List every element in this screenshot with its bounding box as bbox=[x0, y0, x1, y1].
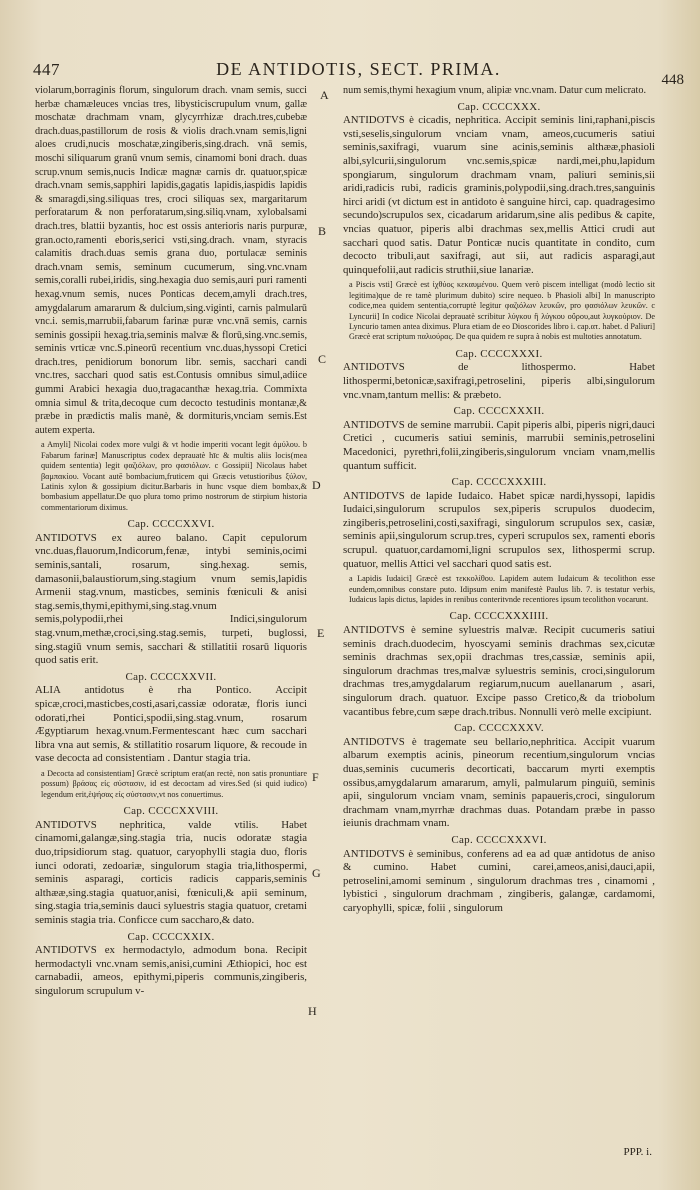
text-paragraph: ANTIDOTVS nephritica, valde vtilis. Habet cinamomi,galangæ,sing.stagia tria, nucis odoratæ stagia duo,tripsidiorum stag. quatuor, caryophylli stagia duo, floris iunci odorati, zedoariæ, singulorum stagia tria,lithospermi, seminis asparagi, corticis radicis capparis,seminis althææ,sing.stagia quatuor,anisi, fœniculi,& apii seminum, sing.stagia tria,seminis dauci syluestris stagia quatuor, cretami seminis stagia tria. Conficce cum saccharo,& dato. bbox=[35, 818, 307, 926]
left-column bbox=[35, 84, 307, 1001]
margin-letter-b: B bbox=[318, 224, 327, 238]
page-header bbox=[33, 59, 684, 88]
text-paragraph: ANTIDOTVS ex aureo balano. Capit cepulorum vnc.duas,flauorum,Indicorum,fenæ, intybi seminis,ocimi seminis,santali, rosarum, sing.hexag. semis, damasonii,balaustiorum,sing.stagium vnum semis,lapidis Armenii stag.vnum, masticbes, seminis fœniculi & anisi stag.semis,thymi,epithymi,sing.stag.vnum semis,polypodii,rhei Indici,singulorum stag.vnum,methæ,croci,sing.stag.semis, turpeti, buglossi, sing.stagiū vnum semis, sacchari & stillatitii rosarū liquoris quod satis erit. bbox=[35, 531, 307, 667]
margin-letter-g: G bbox=[312, 866, 321, 880]
chapter-heading: Cap. CCCCXXXI. bbox=[455, 347, 543, 360]
annotation-note: a Decocta ad consistentiam] Græcè scriptum erat(an rectè, non satis pronuntiare possum) βράσας εἰς σύστασιν, id est decoctam ad vires.Sed (si quid iudico) legendum erit,ἑψήσας εἰς σύστασιν,vt nos conuertimus. bbox=[41, 768, 307, 799]
chapter-heading: Cap. CCCCXXVIII. bbox=[123, 805, 219, 818]
signature-mark: PPP. i. bbox=[623, 1146, 652, 1158]
chapter-heading: Cap. CCCCXXXVI. bbox=[451, 833, 547, 846]
text-paragraph: violarum,borraginis florum, singulorum drach. vnam semis, succi herbæ chamæleuces vncias tres, libysticiscrupulum vnum, gallæ moschatæ drachmam vnam, glycyrrhizæ drach.tres,cubebæ drach.duas,pastillorum de rosis & violis drach.vnam semis,ligni aloes crudi,nucis moschatæ,zingiberis,sing.drach. vnā semis, moschi siliquarum granū vnum semis, cinamomi boni drach. duas scrup.vnum semis,nucis Indicæ magnæ carnis dr. quatuor,spicæ drach.vnam semis,sapphiri lapidis,gagatis lapidis,iaspidis lapidis & smaragdi,sing.siliquas tres, croci siliquas sex, margaritarum perforatarum & non perforatarum,sing.siliq.vnam, xylobalsami drach.tres, blattii byzantis, hoc est ossis anterioris naris purpuræ, gran.octo,ramenti eboris,serici vsti,sing.drach. vnam, styracis calamitis drach.duas semis grana duo, portulacæ seminis drach.vnam semis, seminum cucumerum, sing.vnc.vnam semis,coralli rubei,iridis, sing.hexagia duo semis,auri puri ramenti hexag.vnum semis, nuces Ponticas decem,amyli drach.tres, amygdalarum amararum & dulcium,sing.viginti, carnis palmularū vnc.i. semis,marrubii,fabarum farinæ puræ vnc.vnā semis, carnis seminis gossipii hexag.tria,seminis malvæ & florū,sing.vnc.semis, seminis vrticæ vnc.S.pineorū recentium vnc.duas,hyssopi Cretici drach.tres, penidiorum bonorum libr. semis, sacchari candi vnc.tres, sacchari quod satis est.Contusis omnibus simul,adiice gummi Arabici hexagia duo,tragacanthæ hexag.tria. Commixta omnia simul & trita,decoque cum decocto testudinis montanæ,& præbe in prædictis malis manè, & dormituris,vnciam semis.Est autem experta. bbox=[35, 85, 307, 436]
text-paragraph: ANTIDOTVS de semine marrubii. Capit piperis albi, piperis nigri,dauci Cretici , cucumeris satiui seminis, marrubii seminis,petroselini Macedonici, pyrethri,folii,zingiberis,singulorum vnciam vnam,mellis quantum sufficit. bbox=[343, 418, 655, 472]
margin-letter-e: E bbox=[317, 626, 325, 640]
chapter-heading: Cap. CCCCXXXIII. bbox=[451, 476, 547, 489]
chapter-heading: Cap. CCCCXXVI. bbox=[127, 518, 215, 531]
annotation-note: a Amyli] Nicolai codex more vulgi & vt hodie imperiti vocant legit ἀμύλου. b Fabarum farinæ] Manuscriptus codex deprauatè hīc & multis aliis locis(mea quidem sententia) legit φαζιόλων, pro φασιόλων. c Gossipii] Nicolaus habet βαμπακίου. Vocant autē bombacium,fruticem qui Græcis vetustioribus ξύλον, Latinis xylon & gossipium dicitur.Barbaris in hunc vsque diem bombax,& bombasium appellatur.De quo plura tomo primo nostrorum de stirpium historia commentariorum diximus. bbox=[41, 440, 307, 512]
text-paragraph: num semis,thymi hexagium vnum, alipiæ vnc.vnam. Datur cum melicrato. bbox=[343, 85, 647, 96]
text-paragraph: ANTIDOTVS de lapide Iudaico. Habet spicæ nardi,hyssopi, lapidis Iudaici,singulorum scrupulos sex,piperis scrupulos duodecim, zingiberis,petroselini,costi,saxifragi, singulorum scrupulos sex, casiæ, seminis apii,singulorum scrup.tres, cyperi scrupulos sex, ramenti eboris scrupul. quatuor,cardamomi,ligni scrupulos sex, lithospermi scrup. quatuor, mellis Attici vel sacchari quod satis est. bbox=[343, 489, 655, 570]
page-number-left: 447 bbox=[33, 60, 60, 79]
margin-letter-d: D bbox=[312, 478, 321, 492]
page-number-right: 448 bbox=[661, 72, 684, 88]
chapter-heading: Cap. CCCCXXXV. bbox=[454, 722, 544, 735]
text-paragraph: ANTIDOTVS de lithospermo. Habet lithospermi,betonicæ,saxifragi,petroselini, piperis albi,singulorum vnc.vnam,tantum mellis: & præbeto. bbox=[343, 361, 655, 401]
text-paragraph: ANTIDOTVS è seminibus, conferens ad ea ad quæ antidotus de aniso & cumino. Habet cumini, carei,ameos,anisi,dauci,apii, petroselini,amomi seminum , singulorum drachmas tres , cinamomi , lybistici , singulorum drachmam , zingiberis, galangæ, cardamomi, caryophylli, spicæ, folii , singulorum bbox=[343, 847, 655, 914]
chapter-heading: Cap. CCCCXXXII. bbox=[453, 405, 545, 418]
chapter-heading: Cap. CCCCXXX. bbox=[457, 100, 541, 113]
chapter-heading: Cap. CCCCXXVII. bbox=[125, 670, 217, 683]
running-title: DE ANTIDOTIS, SECT. PRIMA. bbox=[216, 59, 501, 79]
text-paragraph: ANTIDOTVS è semine syluestris malvæ. Recipit cucumeris satiui seminis drach.duodecim, hyoscyami seminis drachmas sex,cicutæ seminis drachmas sex,opii drachmas tres,cassiæ, seminis apii, singulorum drachmas tres,malvæ syluestris seminis, croci,singulorum drachmas tres,amygdalarum regiarum,nucum auellanarum , asari, singulorum drach. quatuor. Excipe passo Cretico,& da triobolum vacantibus febre,cum sæpe drach.tribus. Nonnulli verò melle excipiunt. bbox=[343, 624, 655, 718]
text-paragraph: ANTIDOTVS è tragemate seu bellario,nephritica. Accipit vuarum albarum exemptis acinis, pineorum recentium,singulorum vncias duas,seminis cucumeris decorticati, baccarum myrti exemptis ossibus,amygdalarum amararum, amyli, palmularum pinguiū, seminis apii, singulorum vnciam vnam, seminis papaueris,croci, singulorum drachmam vnam,myrrhæ drachmas duas. Potandam præbe in passo ieiunis drachmam vnam. bbox=[343, 735, 655, 830]
text-paragraph: ANTIDOTVS ex hermodactylo, admodum bona. Recipit hermodactyli vnc.vnam semis,anisi,cumini Æthiopici, hoc est carnabadii, ameos, epithymi,piperis communis,zingiberis, singulorum scrupulum v- bbox=[35, 944, 307, 997]
text-paragraph: ALIA antidotus è rha Pontico. Accipit spicæ,croci,masticbes,costi,asari,cassiæ odoratæ, floris iunci odorati,rhei Pontici,spodii,sing.stag.vnum, rosarum Ægyptiarum hexag.vnum.Fermentescant hæc cum sacchari libra vna aut semis, & stillatitio rosarum liquore, & recoude in vase decocta ad consistentiam . Dantur stagia tria. bbox=[35, 684, 307, 765]
chapter-heading: Cap. CCCCXXXIIII. bbox=[449, 610, 549, 623]
margin-letter-h: H bbox=[308, 1004, 317, 1018]
chapter-heading: Cap. CCCCXXIX. bbox=[127, 930, 215, 943]
margin-letter-f: F bbox=[312, 770, 319, 784]
right-column bbox=[343, 84, 655, 918]
annotation-note: a Lapidis Iudaici] Græcè est τεκκολίθου. Lapidem autem Iudaicum & tecolithon esse eundem,omnibus constare puto. Idipsum enim manifestè Paulus lib. 7. is testatur verbis, Iudaicus lapis dictus, lapides in renibus conteritvnde recentiores ipsum tecolithon vocarunt. bbox=[349, 574, 655, 605]
margin-letter-c: C bbox=[318, 352, 327, 366]
text-paragraph: ANTIDOTVS è cicadis, nephritica. Accipit seminis lini,raphani,piscis vsti,seselis,singulorum vnciam vnam, ameos,cucumeris satiui seminis,saxifragi, vuarum sine acinis,seminis althææ,phasioli albi,sylcurii,singulorum vnc.semis,spicæ nardi,mei,phu,lapidum spongiarum, singulorum drachmam vnam, paliuri seminis,sii aridi,radicis rubi, radicis graminis,polypodii,sing.drach.tres,sanguinis hirci aridi (vt dictum est in antidoto è sanguine hirci, cap. quadragesimo secundo)scrupulos sex, cicadarum aridarum,sine alis pedibus & capite, vncias quatuor, piperis albi drachmas sex,mellis Attici crudi aut sacchari quod satis. Datur Ponticæ nucis quantitate in condito, cum decocto tribuli,aut saxifragi, aut sii, aut radicis asparagi,aut quinquefolii,aut radicis struthii,siue lanariæ. bbox=[343, 114, 655, 276]
annotation-note: a Piscis vsti] Græcè est ἰχθύος κεκαυμένου. Quem verò piscem intelligat (modò lectio sit legitima)que de re tamè plurimum dubito) scire nequeo. b Phasioli albi] In manuscripto codice,mea quidem sententia,corruptè legitur φαζιόλων λευκῶν, pro φασιόλων λευκῶν. c Lyncurii] In codice Nicolai deprauatè scribitur λύγκου ἢ λύγκου οὔρου,aut λυγκούριον. De Lyncurio tamen antea diximus. Plura etiam de eo Dioscorides libro i. cap.ατ. habet. d Paliuri] Græcè erat scriptum παλιούρας. De qua quidem re supra à nobis est multoties annotatum. bbox=[349, 280, 655, 342]
margin-letter-a: A bbox=[320, 88, 329, 102]
